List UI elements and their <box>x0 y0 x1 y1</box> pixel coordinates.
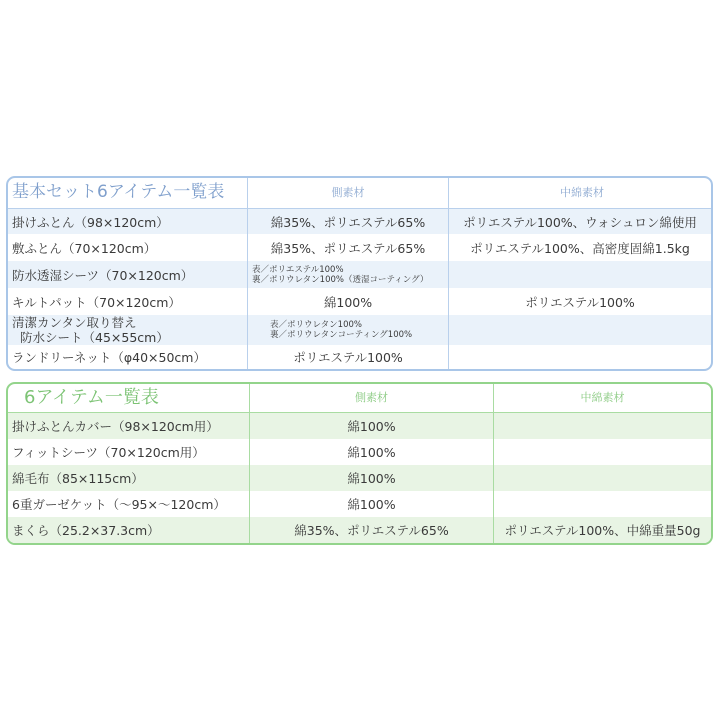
table-row <box>8 288 711 315</box>
item-name: キルトパット（70×120cm） <box>12 294 181 310</box>
outer-material: 綿100% <box>347 419 396 434</box>
outer-material-front: 表／ポリエステル100% <box>252 264 344 275</box>
item-name: 掛けふとんカバー（98×120cm用） <box>12 419 219 434</box>
table-header <box>8 178 711 208</box>
table-row <box>8 261 711 288</box>
item-name: 防水透湿シーツ（70×120cm） <box>12 267 194 283</box>
table-title: 基本セット6アイテム一覧表 <box>12 182 225 202</box>
column-header-outer: 側素材 <box>355 391 388 404</box>
outer-material-back: 裏／ポリウレタンコーティング100% <box>270 330 413 340</box>
filling-material <box>494 465 711 491</box>
table-row <box>8 465 711 491</box>
item-name: フィットシーツ（70×120cm用） <box>12 445 205 460</box>
item-name: ランドリーネット（φ40×50cm） <box>12 350 206 365</box>
basic-set-table <box>6 176 713 371</box>
column-header-outer: 側素材 <box>331 186 365 199</box>
item-name: 綿毛布（85×115cm） <box>12 471 144 486</box>
outer-material: ポリエステル100% <box>293 350 403 365</box>
table-row <box>8 439 711 465</box>
outer-material: 綿100% <box>347 445 396 460</box>
item-name-line1: 清潔カンタン取り替え <box>12 315 137 330</box>
table-row <box>8 315 711 345</box>
filling-material <box>449 345 711 369</box>
column-header-filling: 中綿素材 <box>560 186 604 199</box>
item-name-line2: 防水シート（45×55cm） <box>20 330 169 345</box>
item-name <box>8 315 248 345</box>
table-title: 6アイテム一覧表 <box>24 387 159 408</box>
filling-material <box>449 315 711 345</box>
table-row <box>8 491 711 517</box>
item-name: 6重ガーゼケット（～95×～120cm） <box>12 497 226 512</box>
filling-material <box>449 261 711 288</box>
table-row <box>8 209 711 234</box>
outer-material: 綿100% <box>323 294 373 310</box>
filling-material: ポリエステル100% <box>525 294 635 310</box>
outer-material: 綿35%、ポリエステル65% <box>294 523 449 538</box>
column-header-filling: 中綿素材 <box>580 391 625 404</box>
item-name: 掛けふとん（98×120cm） <box>12 214 169 230</box>
six-item-table <box>6 382 713 545</box>
outer-material-front: 表／ポリウレタン100% <box>270 320 362 330</box>
outer-material: 綿100% <box>347 497 396 512</box>
filling-material: ポリエステル100%、ウォシュロン綿使用 <box>463 214 697 230</box>
filling-material <box>494 491 711 517</box>
table-row <box>8 345 711 369</box>
table-header <box>8 384 711 412</box>
item-name: まくら（25.2×37.3cm） <box>12 523 160 538</box>
outer-material: 綿100% <box>347 471 396 486</box>
filling-material: ポリエステル100%、高密度固綿1.5kg <box>470 240 690 256</box>
table-row <box>8 234 711 261</box>
table-row <box>8 517 711 543</box>
filling-material <box>494 439 711 465</box>
outer-material-back: 裏／ポリウレタン100%（透湿コーティング） <box>252 274 429 285</box>
outer-material <box>248 315 470 345</box>
outer-material <box>248 261 452 288</box>
table-row <box>8 413 711 439</box>
filling-material <box>494 413 711 439</box>
item-name: 敷ふとん（70×120cm） <box>12 240 157 256</box>
outer-material: 綿35%、ポリエステル65% <box>270 240 426 256</box>
outer-material: 綿35%、ポリエステル65% <box>270 214 426 230</box>
filling-material: ポリエステル100%、中綿重量50g <box>504 523 701 538</box>
